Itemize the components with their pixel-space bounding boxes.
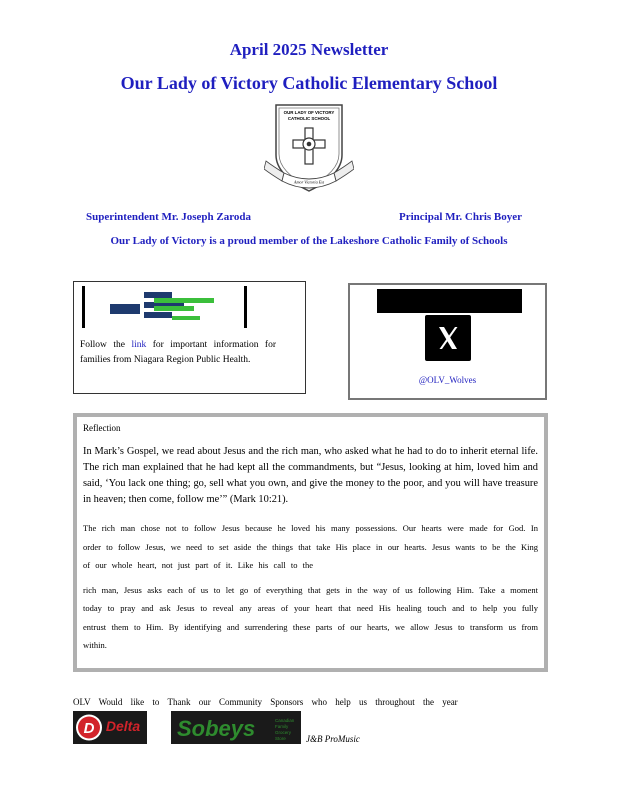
social-banner: [377, 289, 522, 313]
school-name: Our Lady of Victory Catholic Elementary School: [120, 73, 498, 93]
svg-text:Grocery: Grocery: [275, 730, 292, 735]
svg-text:Amor Victoria Est: Amor Victoria Est: [293, 179, 325, 185]
svg-text:Store: Store: [275, 736, 286, 741]
lakeshore-member-line: Our Lady of Victory is a proud member of the Lakeshore Catholic Family of Schools: [110, 235, 508, 247]
reflection-heading: Reflection: [83, 423, 121, 433]
health-text-after: for important information for families from Niagara Region Public Health.: [80, 340, 277, 365]
x-logo-icon[interactable]: [425, 315, 471, 361]
delta-logo-icon: [73, 711, 147, 744]
public-health-logo-icon: [82, 286, 247, 328]
delta-label: Delta: [105, 718, 141, 734]
principal: Principal Mr. Chris Boyer: [399, 211, 523, 223]
social-handle[interactable]: @OLV_Wolves: [418, 375, 477, 385]
health-text-before: Follow the: [80, 340, 132, 350]
sobeys-logo-icon: [171, 711, 301, 744]
reflection-paragraph-2: The rich man chose not to follow Jesus because he loved his many possessions. Our hearts were made for God. In order to follow Jesus, we need to set aside the things that take His place in our hearts. Jesus wants to be the King of our whole heart, not just part of it. Like his call to the: [83, 523, 538, 570]
svg-text:Canadian: Canadian: [275, 718, 295, 723]
reflection-paragraph-3: rich man, Jesus asks each of us to let go of everything that gets in the way of us following Him. Take a moment today to pray and ask Jesus to reveal any areas of your heart that need His healing touch and to help you fully entrust them to Him. By identifying and surrendering these parts of our hearts, we allow Jesus to transform us from within.: [83, 584, 538, 650]
reflection-content: [83, 423, 538, 655]
sponsors-thanks: OLV Would like to Thank our Community Sponsors who help us throughout the year: [73, 697, 458, 707]
social-media-box: [348, 283, 547, 400]
school-crest-icon: [264, 103, 354, 198]
reflection-box: [73, 413, 548, 672]
public-health-box: [73, 281, 306, 394]
reflection-paragraph-1: In Mark’s Gospel, we read about Jesus and the rich man, who asked what he had to do to inherit eternal life. The rich man explained that he had kept all the commandments, but “Jesus, looking at him, loved him and said, ‘You lack one thing; go, sell what you own, and give the money to the poor, and you will have treasure in heaven; then come, follow me’” (Mark 10:21).: [83, 446, 538, 505]
superintendent: Superintendent Mr. Joseph Zaroda: [86, 211, 252, 223]
public-health-link[interactable]: link: [131, 340, 147, 350]
svg-text:D: D: [83, 720, 95, 737]
newsletter-title: April 2025 Newsletter: [229, 40, 389, 59]
svg-text:CATHOLIC SCHOOL: CATHOLIC SCHOOL: [287, 116, 331, 121]
svg-text:Family: Family: [275, 724, 289, 729]
jb-promusic-sponsor: J&B ProMusic: [306, 734, 360, 744]
sobeys-label: Sobeys: [177, 716, 256, 741]
svg-text:OUR LADY OF VICTORY: OUR LADY OF VICTORY: [283, 110, 335, 115]
public-health-text: [80, 338, 276, 368]
